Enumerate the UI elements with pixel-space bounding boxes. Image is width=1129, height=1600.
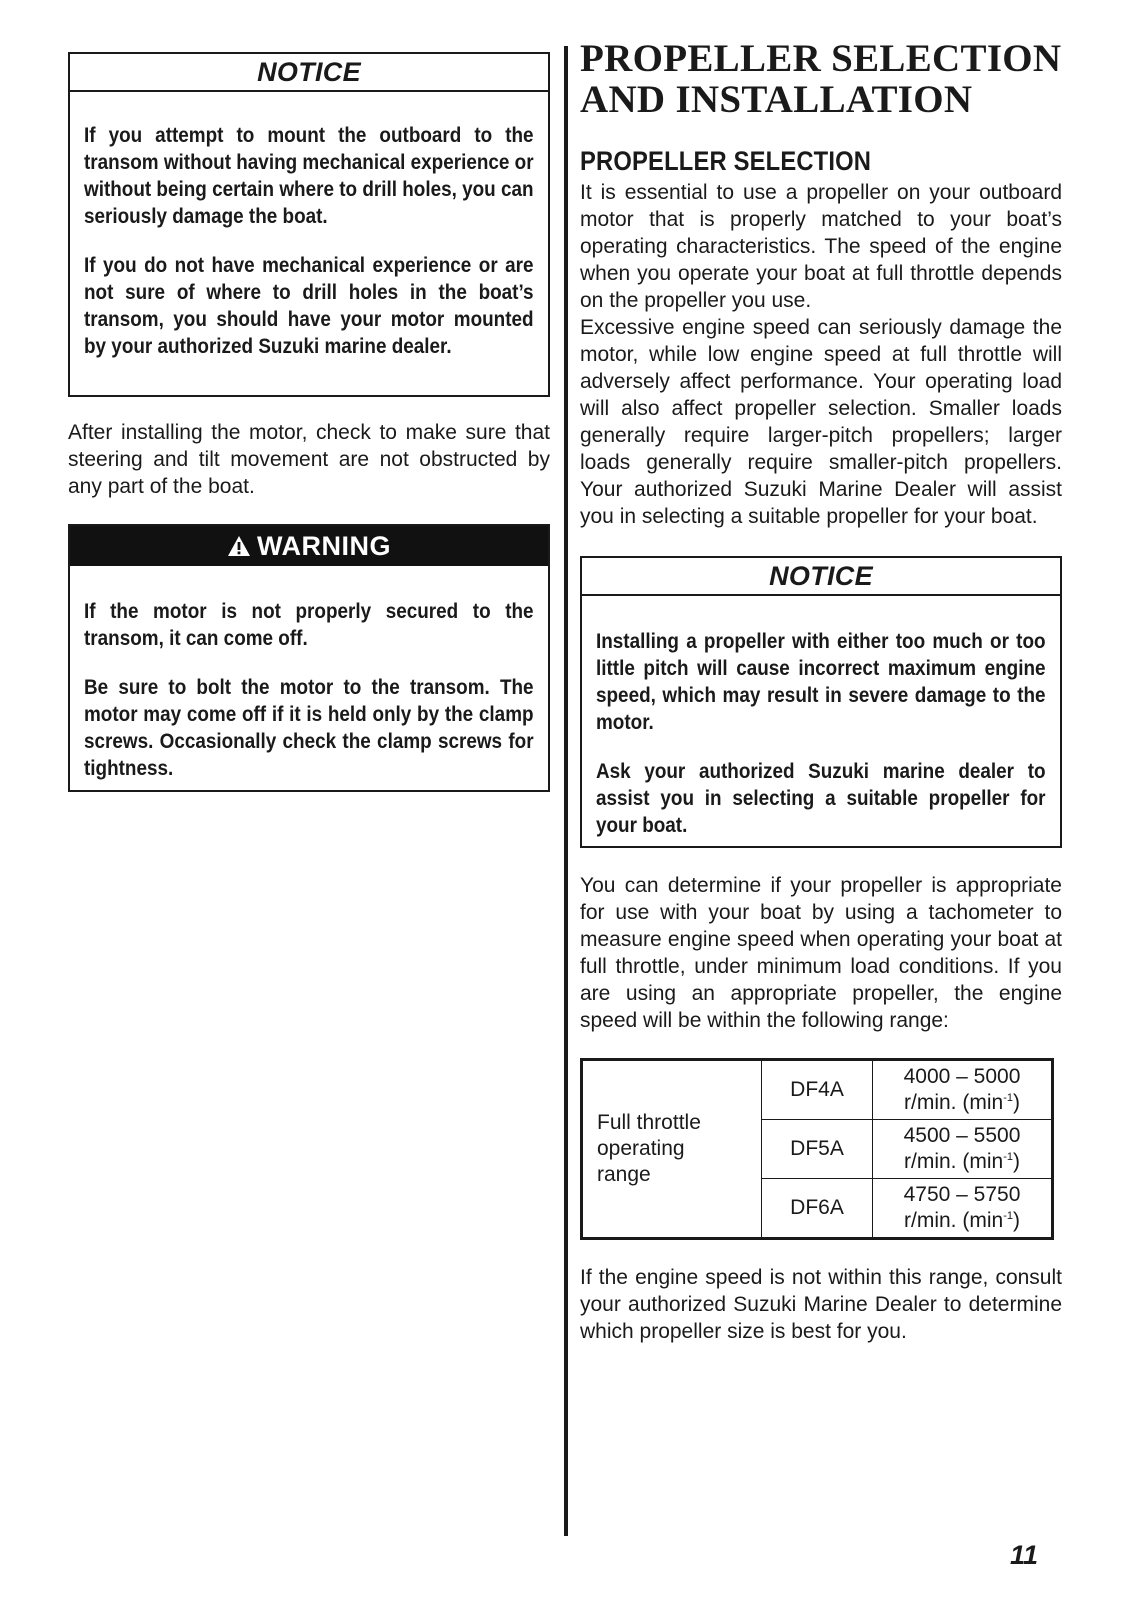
range-unit-sup: -1 [1003,1151,1013,1163]
range-unit-sup: -1 [1003,1092,1013,1104]
range-unit-close: ) [1012,1091,1020,1114]
right-column [580,38,1062,1345]
range-cell [873,1120,1053,1179]
range-unit: r/min. (min [904,1209,1004,1232]
model-cell: DF4A [762,1060,873,1120]
model-cell: DF5A [762,1120,873,1179]
page-title [580,38,1062,120]
notice-box-propeller [580,556,1062,848]
column-divider [564,46,568,1536]
range-value: 4000 – 5000 [903,1065,1021,1088]
notice-header: NOTICE [70,54,548,92]
operating-range-table [580,1058,1054,1240]
range-value: 4500 – 5500 [903,1124,1021,1147]
page-title-line2: AND INSTALLATION [580,78,973,121]
warning-paragraph: Be sure to bolt the motor to the transom. The motor may come off if it is held only by the clamp screws. Occasionally check the clamp screws for tightness. [84,676,534,780]
notice-paragraph: Installing a propeller with either too much or too little pitch will cause incorrect maximum engine speed, which may result in severe damage to the motor. [596,630,1046,734]
left-column [68,52,550,792]
range-unit: r/min. (min [904,1150,1004,1173]
range-label: Full throttle operating range [597,1111,701,1186]
notice-paragraph: If you do not have mechanical experience or are not sure of where to drill holes in the boat’s transom, you should have your motor mounted by your authorized Suzuki marine dealer. [84,254,534,358]
range-label-cell [582,1060,762,1239]
warning-paragraph: If the motor is not properly secured to the transom, it can come off. [84,600,534,650]
intro-paragraph: It is essential to use a propeller on your outboard motor that is properly matched to your boat’s operating characteristics. The speed of the engine when you operate your boat at full throttle depends on the propeller you use. [580,181,1062,312]
range-cell [873,1060,1053,1120]
model-cell: DF6A [762,1179,873,1239]
range-unit-sup: -1 [1003,1210,1013,1222]
warning-body [70,566,548,796]
table-row [582,1060,1053,1120]
install-check-text: After installing the motor, check to make sure that steering and tilt movement are not obstructed by any part of the boat. [68,421,550,498]
notice-body [582,596,1060,853]
range-value: 4750 – 5750 [903,1183,1021,1206]
warning-label: WARNING [257,531,391,561]
notice-body [70,92,548,374]
warning-triangle-icon [227,528,251,568]
notice-box-mounting [68,52,550,397]
range-unit-close: ) [1012,1209,1020,1232]
range-unit-close: ) [1012,1150,1020,1173]
range-unit: r/min. (min [904,1091,1004,1114]
closing-paragraph: If the engine speed is not within this range, consult your authorized Suzuki Marine Dealer to determine which propeller size is best for you. [580,1266,1062,1343]
tachometer-paragraph: You can determine if your propeller is appropriate for use with your boat by using a tachometer to measure engine speed when operating your boat at full throttle, under minimum load conditions. If you are using an appropriate propeller, the engine speed will be within the following range: [580,874,1062,1032]
warning-box [68,524,550,792]
warning-header [70,526,548,566]
range-cell [873,1179,1053,1239]
section-subtitle: PROPELLER SELECTION [580,146,872,176]
page-number: 11 [1010,1540,1039,1570]
notice-paragraph: Ask your authorized Suzuki marine dealer to assist you in selecting a suitable propeller for your boat. [596,760,1046,837]
notice-header: NOTICE [582,558,1060,596]
intro-paragraph: Excessive engine speed can seriously damage the motor, while low engine speed at full throttle will adversely affect performance. Your operating load will also affect propeller selection. Smaller loads generally require larger-pitch propellers; larger loads generally require smaller-pitch propellers. Your authorized Suzuki Marine Dealer will assist you in selecting a suitable propeller for your boat. [580,316,1062,528]
notice-paragraph: If you attempt to mount the outboard to the transom without having mechanical experience or without being certain where to drill holes, you can seriously damage the boat. [84,124,534,228]
page-title-line1: PROPELLER SELECTION [580,37,1062,80]
